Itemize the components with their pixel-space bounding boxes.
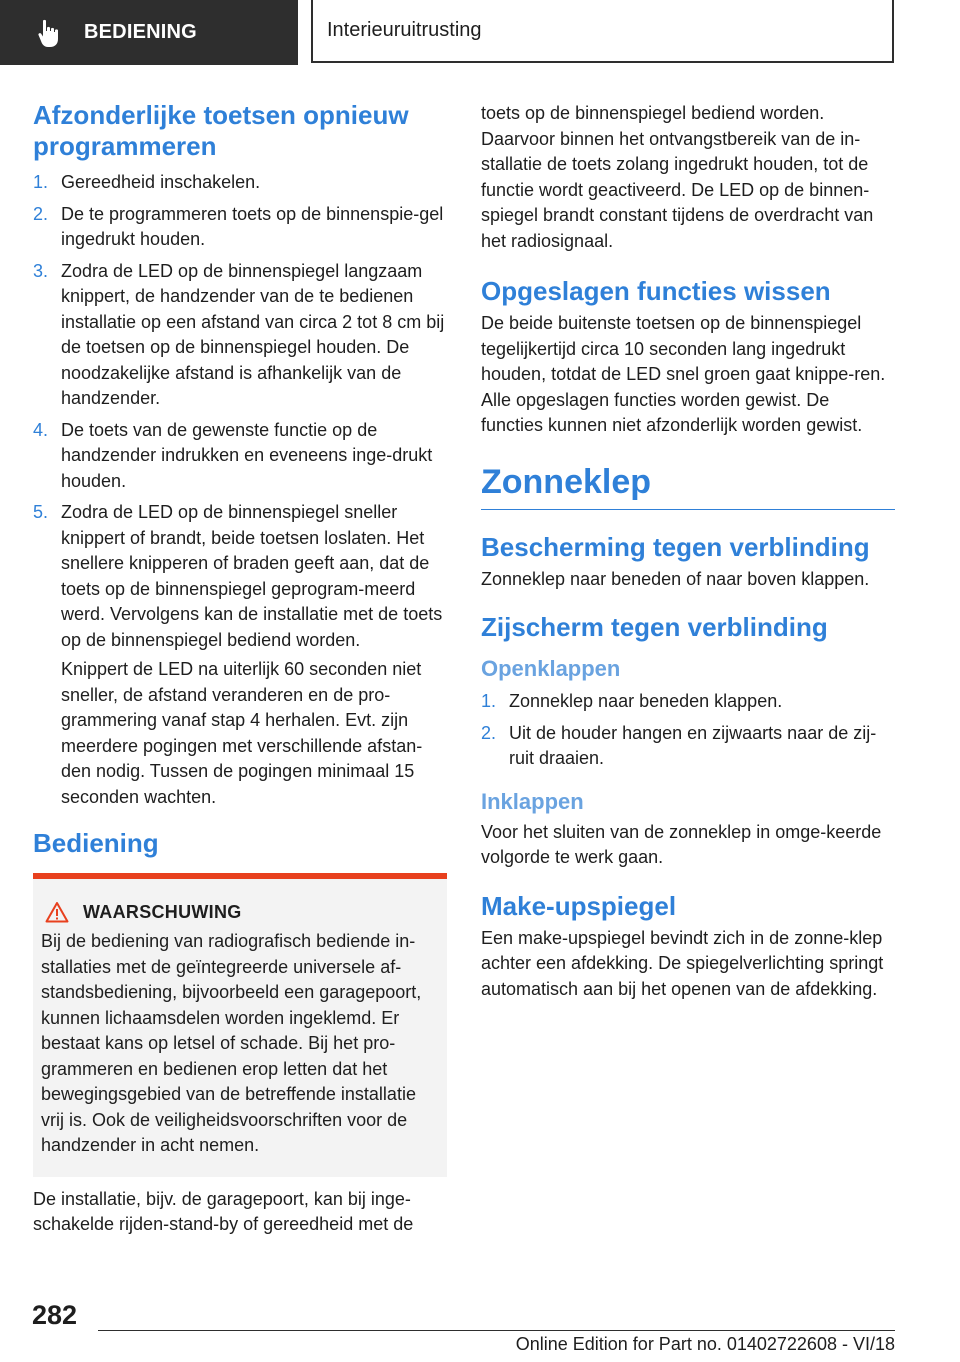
warning-title: WAARSCHUWING: [41, 901, 439, 923]
heading-glare: Bescherming tegen verblinding: [481, 531, 870, 562]
section-label: BEDIENING: [84, 21, 197, 43]
list-item: 4. De toets van de gewenste functie op de handzender indrukken en eveneens inge-drukt houden.: [33, 419, 433, 491]
list-item: 3. Zodra de LED op de binnenspiegel langzaam knippert, de handzender van de te bedienen installatie op een afstand van circa 2 tot 8 cm bij de toetsen op de binnenspiegel houden. De noodzakelijke afstand is afhankelijk van de handzender.: [33, 260, 445, 408]
open-steps: [481, 689, 895, 772]
section-tab[interactable]: [0, 0, 298, 65]
clear-text: De beide buitenste toetsen op de binnenspiegel tegelijkertijd circa 10 seconden lang ingedrukt houden, totdat de LED snel groen gaat knippe-ren. Alle opgeslagen functies worden gewist. De functies kunnen niet afzonderlijk worden gewist.: [481, 313, 886, 435]
list-item: 2. Uit de houder hangen en zijwaarts naar de zij-ruit draaien.: [481, 722, 877, 768]
footer-divider: [98, 1330, 895, 1331]
heading-reprogram: Afzonderlijke toetsen opnieuw programmeren: [33, 100, 409, 161]
list-item: 1. Zonneklep naar beneden klappen.: [481, 691, 783, 711]
heading-mirror: Make-upspiegel: [481, 890, 677, 921]
heading-clear: Opgeslagen functies wissen: [481, 276, 831, 306]
chapter-tab[interactable]: [311, 0, 894, 63]
mirror-text: Een make-upspiegel bevindt zich in de zonne-klep achter een afdekking. De spiegelverlichting springt automatisch aan bij het openen van de afdekking.: [481, 927, 884, 999]
warning-triangle-icon: [45, 901, 69, 923]
heading-side-screen: Zijscherm tegen verblinding: [481, 612, 828, 642]
heading-operation: Bediening: [33, 828, 159, 858]
chapter-label: Interieuruitrusting: [327, 19, 482, 41]
list-item: 2. De te programmeren toets op de binnenspie-gel ingedrukt houden.: [33, 203, 444, 249]
hand-pointer-icon: [34, 17, 66, 49]
list-item: 1. Gereedheid inschakelen.: [33, 172, 261, 192]
warning-text: Bij de bediening van radiografisch bediende in-stallaties met de geïntegreerde universele af-standsbediening, bijvoorbeeld een garagepoort, kunnen lichaamsdelen worden ingeklemd. Er bestaat kans op letsel of schade. Bij het pro-grammeren en bedienen erop letten dat het bewegingsgebied van de betreffende installatie vrij is. Ook de veiligheidsvoorschriften voor de handzender in acht nemen.: [41, 931, 422, 1155]
heading-sunvisor: Zonneklep: [481, 461, 895, 510]
step5-note: Knippert de LED na uiterlijk 60 seconden niet sneller, de afstand veranderen en de pro-grammering vanaf stap 4 herhalen. Evt. zijn meerdere pogingen met verschillende afstan-den nodig. Tussen de pogingen minimaal 15 seconden wachten.: [61, 659, 423, 807]
glare-text: Zonneklep naar beneden of naar boven klappen.: [481, 568, 870, 589]
right-column: [481, 101, 895, 1002]
heading-open: Openklappen: [481, 656, 621, 681]
after-warning-text: De installatie, bijv. de garagepoort, kan bij inge-schakelde rijden-stand-by of gereedheid met de: [33, 1188, 414, 1234]
continued-text: toets op de binnenspiegel bediend worden. Daarvoor binnen het ontvangstbereik van de in-stallatie de toets zolang ingedrukt houden, tot de functie wordt geactiveerd. De LED op de binnen-spiegel brandt constant tijdens de overdracht van het radiosignaal.: [481, 103, 874, 251]
warning-box: [33, 873, 447, 1177]
page-number: 282: [32, 1300, 78, 1330]
fold-text: Voor het sluiten van de zonneklep in omge-keerde volgorde te werk gaan.: [481, 821, 882, 867]
left-column: [33, 100, 447, 1238]
heading-fold: Inklappen: [481, 788, 584, 814]
list-item: 5. Zodra de LED op de binnenspiegel sneller knippert of brandt, beide toetsen loslaten. Het snellere knipperen of braden geeft aan, dat de toets op de binnenspiegel geprogram-meerd werd. Vervolgens kan de installatie met de toets op de binnenspiegel bediend worden.: [33, 502, 443, 650]
reprogram-steps: [33, 170, 447, 653]
page-header: [0, 0, 960, 66]
edition-text: Online Edition for Part no. 01402722608 - VI/18: [515, 1334, 895, 1354]
